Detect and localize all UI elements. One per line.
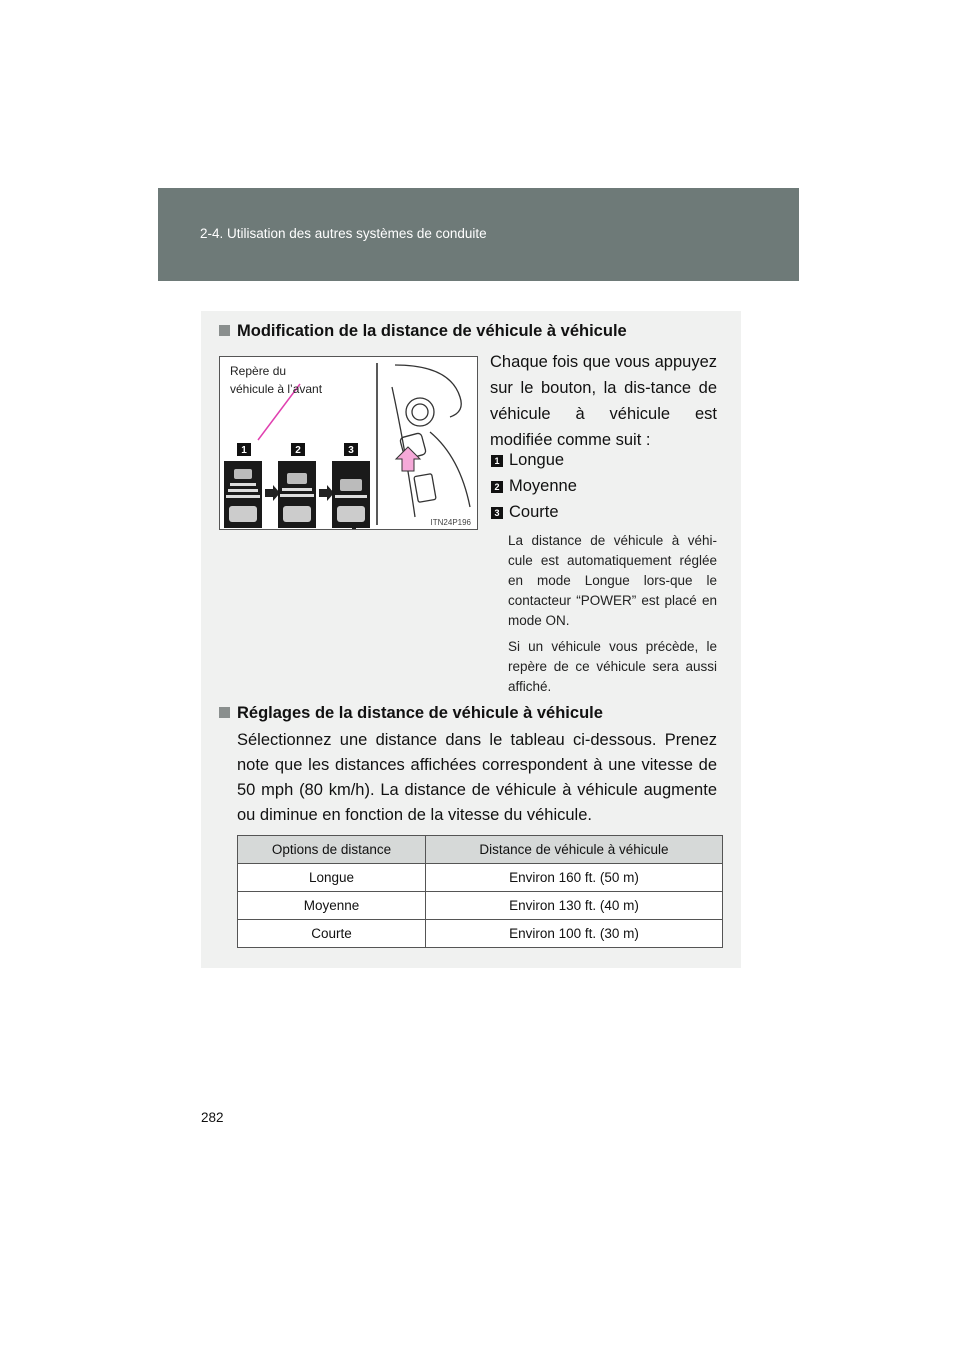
heading-text: Réglages de la distance de véhicule à véhicule	[237, 704, 603, 722]
table-cell: Environ 160 ft. (50 m)	[425, 864, 722, 892]
option-short: 3 Courte	[491, 503, 559, 522]
svg-text:1: 1	[241, 445, 247, 456]
figure-code: ITN24P196	[430, 518, 471, 527]
callout-label: Repère du véhicule à l’avant	[230, 364, 323, 396]
distance-table	[237, 835, 723, 948]
table-cell: Environ 100 ft. (30 m)	[425, 920, 722, 948]
number-badge-icon: 3	[491, 507, 503, 519]
section-heading-distance-change	[219, 322, 627, 341]
header-band	[158, 188, 799, 281]
section-heading-distance-settings	[219, 704, 603, 723]
intro-text: Chaque fois que vous appuyez sur le bouton, la dis-tance de véhicule à véhicule est modifiée comme suit :	[490, 353, 717, 449]
page-number: 282	[201, 1110, 224, 1125]
note-default-mode: La distance de véhicule à véhi-cule est automatiquement réglée en mode Longue lors-que le contacteur “POWER” est placé en mode ON.	[508, 533, 717, 628]
content-panel	[201, 311, 741, 968]
table-header-cell: Options de distance	[238, 836, 426, 864]
table-cell: Environ 130 ft. (40 m)	[425, 892, 722, 920]
display-long-icon	[224, 461, 262, 528]
badge-3-icon	[344, 443, 358, 456]
table-row	[238, 892, 723, 920]
square-bullet-icon	[219, 707, 230, 718]
table-header-cell: Distance de véhicule à véhicule	[425, 836, 722, 864]
arrow-right-icon	[265, 485, 280, 501]
table-row	[238, 864, 723, 892]
table-header-row	[238, 836, 723, 864]
table-cell: Moyenne	[238, 892, 426, 920]
svg-text:2: 2	[295, 445, 301, 456]
option-medium: 2 Moyenne	[491, 477, 577, 496]
illustration	[219, 356, 478, 530]
number-badge-icon: 2	[491, 481, 503, 493]
arrow-right-icon	[319, 485, 334, 501]
return-arrow-icon	[240, 528, 354, 529]
table-cell: Longue	[238, 864, 426, 892]
display-medium-icon	[278, 461, 316, 528]
svg-text:3: 3	[348, 445, 354, 456]
heading-text: Modification de la distance de véhicule à véhicule	[237, 322, 627, 340]
section-title: 2-4. Utilisation des autres systèmes de conduite	[200, 226, 487, 241]
note-preceding-vehicle: Si un véhicule vous précède, le repère de ce véhicule sera aussi affiché.	[508, 639, 717, 694]
square-bullet-icon	[219, 325, 230, 336]
settings-paragraph: Sélectionnez une distance dans le tableau ci-dessous. Prenez note que les distances affichées correspondent à une vitesse de 50 mph (80 km/h). La distance de véhicule à véhicule augmente ou diminue en fonction de la vitesse du véhicule.	[237, 731, 717, 824]
table-cell: Courte	[238, 920, 426, 948]
option-long: 1 Longue	[491, 451, 564, 470]
display-short-icon	[332, 461, 370, 528]
number-badge-icon: 1	[491, 455, 503, 467]
badge-2-icon	[291, 443, 305, 456]
table-row	[238, 920, 723, 948]
steering-wheel-button-icon	[392, 365, 470, 517]
press-arrow-icon	[396, 447, 420, 471]
badge-1-icon	[237, 443, 251, 456]
